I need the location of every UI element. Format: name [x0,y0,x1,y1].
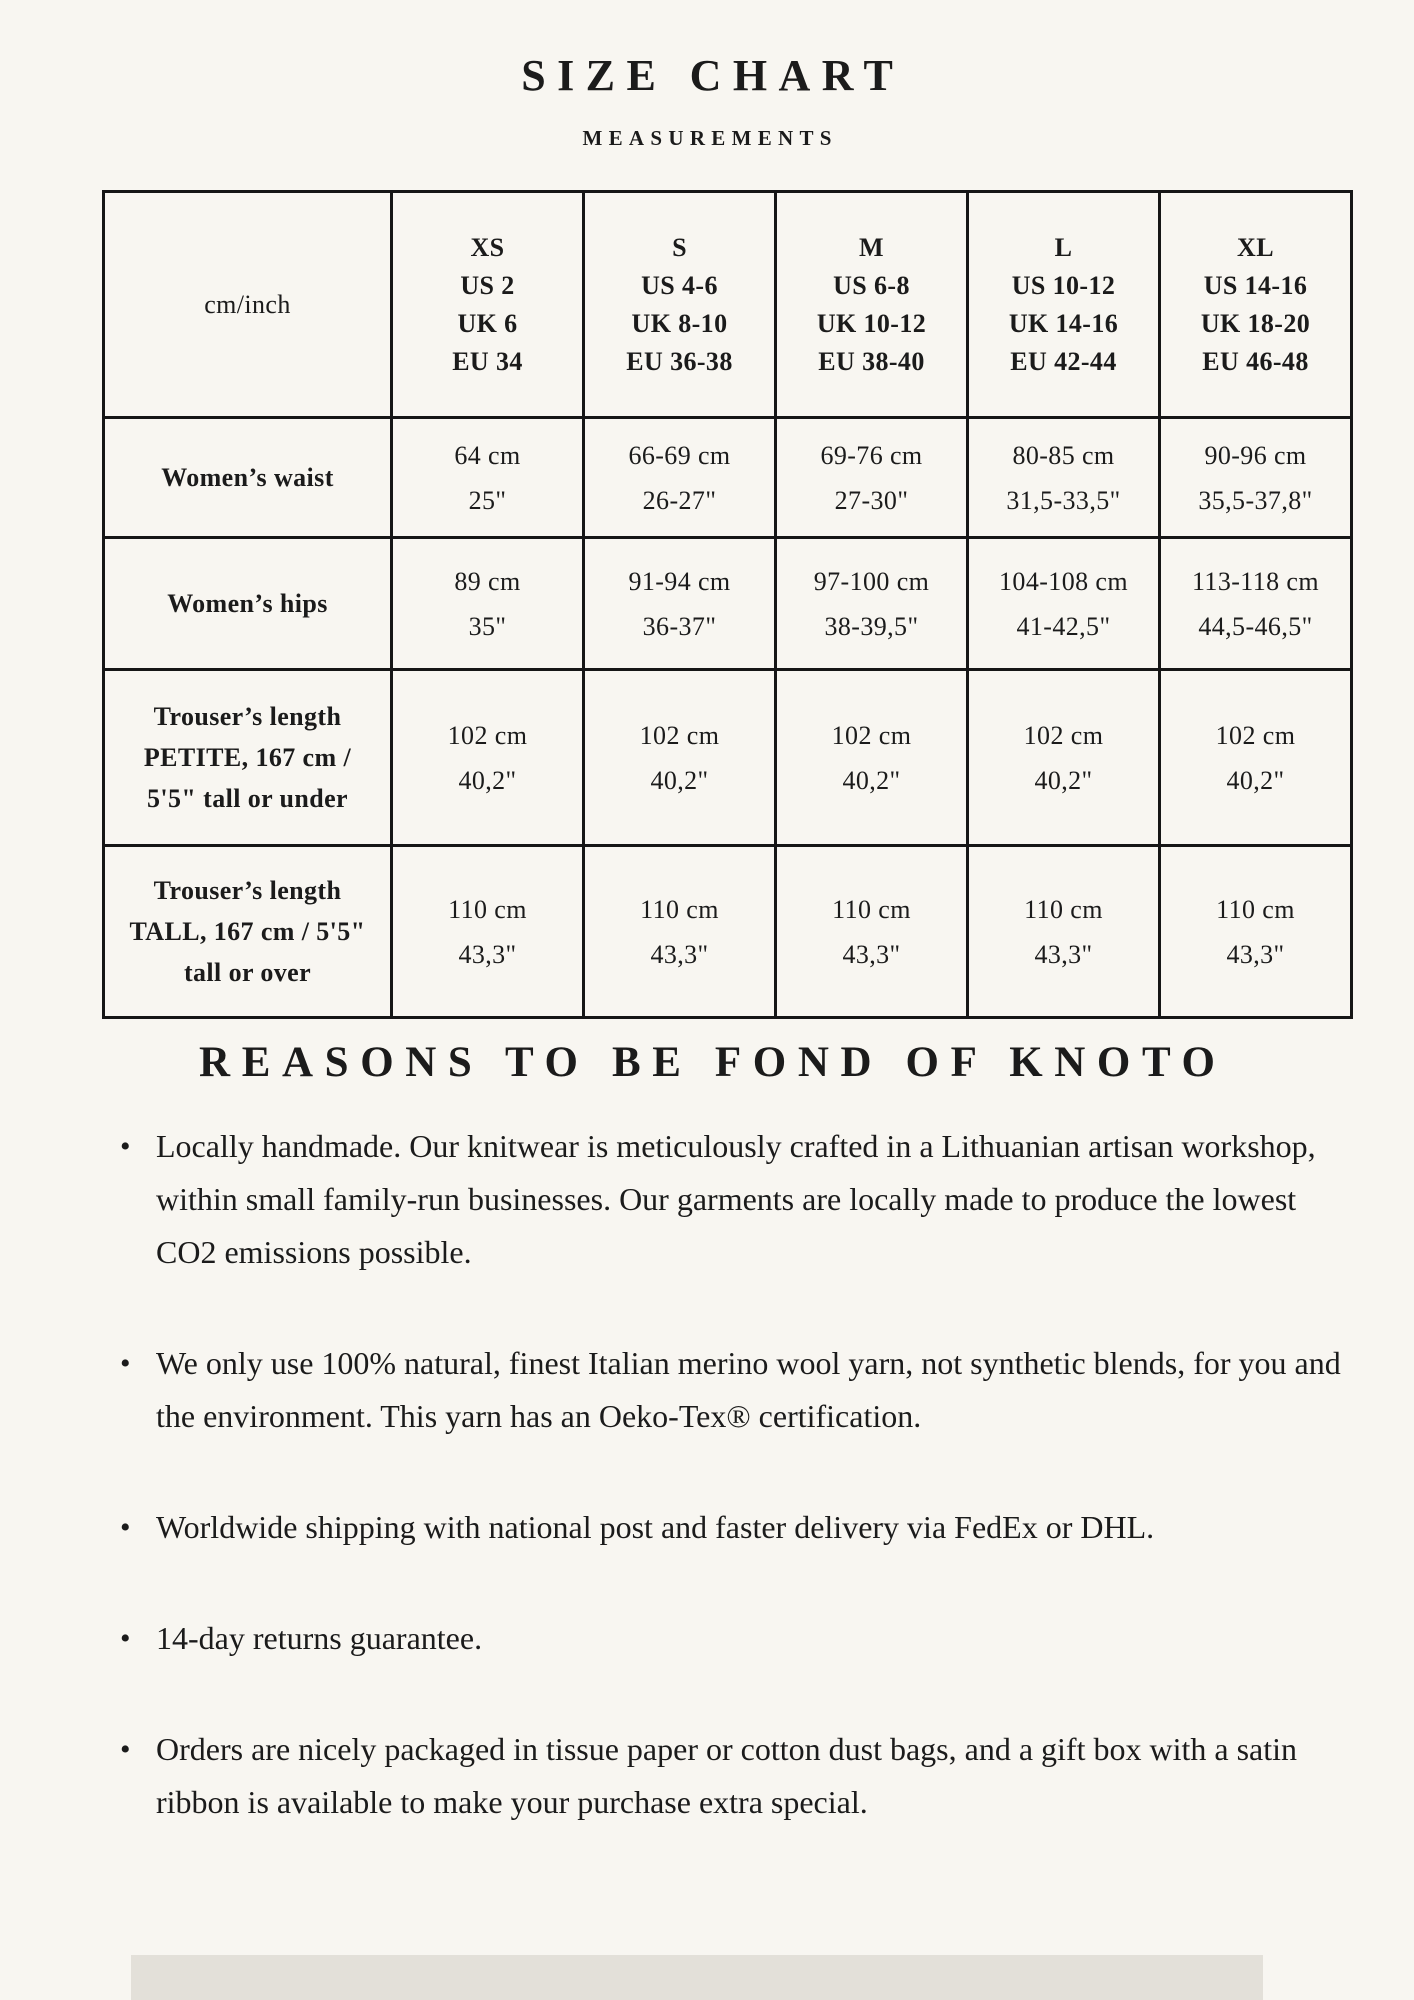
cm-value: 102 cm [639,720,720,750]
inch-value: 36-37" [642,611,717,641]
cm-value: 110 cm [1216,894,1295,924]
cm-value: 102 cm [447,720,528,750]
row-label-tall-length: Trouser’s length TALL, 167 cm / 5'5" tall or over [104,846,392,1018]
inch-value: 43,3" [458,939,517,969]
uk-size: UK 10-12 [816,308,927,338]
unit-corner-cell: cm/inch [104,192,392,418]
column-header-xl [1160,192,1352,418]
inch-value: 40,2" [1034,765,1093,795]
inch-value: 40,2" [650,765,709,795]
uk-size: UK 18-20 [1200,308,1311,338]
eu-size: EU 38-40 [818,346,925,376]
row-label-waist: Women’s waist [104,418,392,538]
inch-value: 25" [468,485,507,515]
list-item [120,1612,1352,1665]
inch-value: 43,3" [1034,939,1093,969]
cm-value: 64 cm [454,440,521,470]
cm-value: 66-69 cm [628,440,731,470]
size-chart-table [102,190,1353,1019]
waist-m-cell [776,418,968,538]
cm-value: 102 cm [1215,720,1296,750]
bullet-text: Locally handmade. Our knitwear is meticulously crafted in a Lithuanian artisan workshop, within small family-run businesses. Our garments are locally made to produce the lowest CO2 emissions possible. [156,1128,1316,1270]
cm-value: 102 cm [831,720,912,750]
eu-size: EU 36-38 [626,346,733,376]
size-label: L [1054,232,1073,262]
inch-value: 43,3" [1226,939,1285,969]
tall-l-cell [968,846,1160,1018]
eu-size: EU 46-48 [1202,346,1309,376]
table-row-hips [104,538,1352,670]
inch-value: 35,5-37,8" [1198,485,1313,515]
list-item [120,1120,1352,1279]
petite-xs-cell [392,670,584,846]
tall-s-cell [584,846,776,1018]
tall-xs-cell [392,846,584,1018]
inch-value: 40,2" [1226,765,1285,795]
cm-value: 113-118 cm [1192,566,1319,596]
inch-value: 41-42,5" [1016,611,1111,641]
cm-value: 80-85 cm [1012,440,1115,470]
hips-l-cell [968,538,1160,670]
petite-s-cell [584,670,776,846]
list-item [120,1501,1352,1554]
size-label: XL [1237,232,1274,262]
bullet-text: Worldwide shipping with national post and faster delivery via FedEx or DHL. [156,1509,1155,1545]
tall-xl-cell [1160,846,1352,1018]
waist-l-cell [968,418,1160,538]
reasons-list [120,1120,1352,1887]
hips-s-cell [584,538,776,670]
size-label: XS [470,232,505,262]
list-item [120,1337,1352,1443]
us-size: US 14-16 [1203,270,1308,300]
list-item [120,1723,1352,1829]
us-size: US 4-6 [641,270,718,300]
size-label: M [859,232,884,262]
cm-value: 89 cm [454,566,521,596]
bullet-text: We only use 100% natural, finest Italian merino wool yarn, not synthetic blends, for you and the environment. This yarn has an Oeko-Tex® certification. [156,1345,1341,1434]
us-size: US 6-8 [833,270,910,300]
table-header-row [104,192,1352,418]
column-header-s [584,192,776,418]
inch-value: 35" [468,611,507,641]
cm-value: 110 cm [448,894,527,924]
waist-xs-cell [392,418,584,538]
petite-l-cell [968,670,1160,846]
waist-s-cell [584,418,776,538]
cm-value: 110 cm [832,894,911,924]
column-header-l [968,192,1160,418]
us-size: US 10-12 [1011,270,1116,300]
eu-size: EU 34 [452,346,523,376]
hips-xs-cell [392,538,584,670]
cm-value: 110 cm [640,894,719,924]
cm-value: 91-94 cm [628,566,731,596]
size-label: S [672,232,687,262]
cm-value: 102 cm [1023,720,1104,750]
table-row-waist [104,418,1352,538]
inch-value: 26-27" [642,485,717,515]
inch-value: 43,3" [842,939,901,969]
table-row-petite-length [104,670,1352,846]
petite-m-cell [776,670,968,846]
inch-value: 31,5-33,5" [1006,485,1121,515]
cm-value: 104-108 cm [999,566,1128,596]
inch-value: 43,3" [650,939,709,969]
cm-value: 90-96 cm [1204,440,1307,470]
row-label-petite-length: Trouser’s length PETITE, 167 cm / 5'5" tall or under [104,670,392,846]
bullet-text: 14-day returns guarantee. [156,1620,483,1656]
page-title: SIZE CHART [521,51,905,100]
waist-xl-cell [1160,418,1352,538]
reasons-heading: REASONS TO BE FOND OF KNOTO [199,1039,1227,1086]
cm-value: 110 cm [1024,894,1103,924]
column-header-m [776,192,968,418]
cm-value: 69-76 cm [820,440,923,470]
hips-m-cell [776,538,968,670]
hips-xl-cell [1160,538,1352,670]
row-label-hips: Women’s hips [104,538,392,670]
inch-value: 27-30" [834,485,909,515]
uk-size: UK 6 [457,308,518,338]
inch-value: 44,5-46,5" [1198,611,1313,641]
column-header-xs [392,192,584,418]
uk-size: UK 8-10 [631,308,728,338]
eu-size: EU 42-44 [1010,346,1117,376]
inch-value: 40,2" [842,765,901,795]
page-subtitle: MEASUREMENTS [582,126,838,150]
bullet-text: Orders are nicely packaged in tissue paper or cotton dust bags, and a gift box with a satin ribbon is available to make your purchase extra special. [156,1731,1297,1820]
table-row-tall-length [104,846,1352,1018]
inch-value: 40,2" [458,765,517,795]
us-size: US 2 [460,270,515,300]
petite-xl-cell [1160,670,1352,846]
inch-value: 38-39,5" [824,611,919,641]
bottom-gray-panel [131,1955,1263,2000]
tall-m-cell [776,846,968,1018]
uk-size: UK 14-16 [1008,308,1119,338]
cm-value: 97-100 cm [813,566,930,596]
